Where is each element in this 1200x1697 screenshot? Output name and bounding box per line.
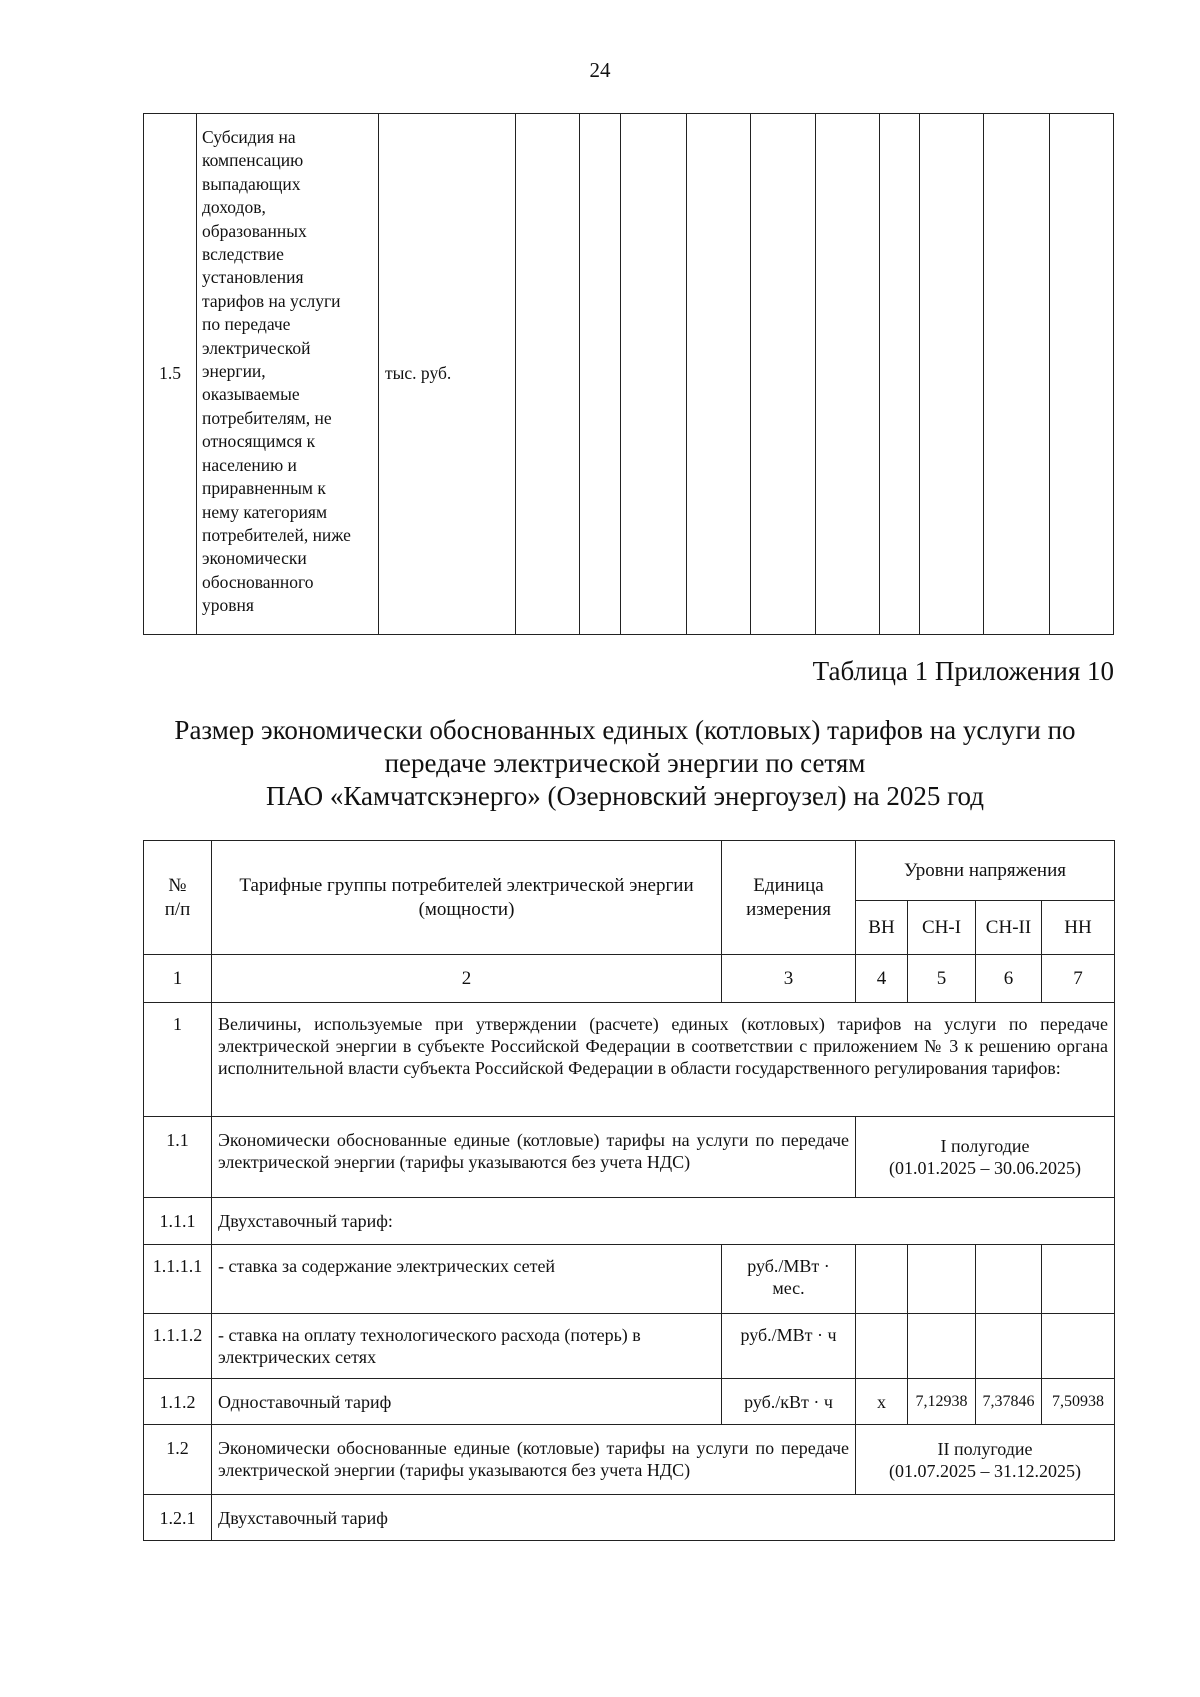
empty-cell — [908, 1245, 976, 1314]
empty-cell — [687, 114, 751, 635]
empty-cell — [516, 114, 580, 635]
table-row — [144, 1495, 1115, 1541]
period-cell: I полугодие (01.01.2025 – 30.06.2025) — [856, 1117, 1115, 1198]
period-cell: II полугодие (01.07.2025 – 31.12.2025) — [856, 1425, 1115, 1495]
table-row — [144, 1425, 1115, 1495]
row-text: - ставка за содержание электрических сетей — [212, 1245, 722, 1314]
empty-cell — [856, 1245, 908, 1314]
row-number: 1.2.1 — [144, 1495, 212, 1541]
row-unit: руб./МВт · ч — [722, 1314, 856, 1379]
row-text: Экономически обоснованные единые (котловые) тарифы на услуги по передаче электрической энергии (тарифы указываются без учета НДС) — [212, 1425, 856, 1495]
row-text: Величины, используемые при утверждении (расчете) единых (котловых) тарифов на услуги по передаче электрической энергии в субъекте Российской Федерации в соответствии с приложением № 3 к решению органа исполнительной власти субъекта Российской Федерации в области государственного регулирования тарифов: — [212, 1003, 1115, 1117]
col-number: 3 — [722, 955, 856, 1003]
empty-cell — [621, 114, 687, 635]
row-text: Одноставочный тариф — [212, 1379, 722, 1425]
document-title: Размер экономически обоснованных единых (котловых) тарифов на услуги по передаче электрической энергии по сетям ПАО «Камчатскэнерго» (Озерновский энергоузел) на 2025 год — [174, 715, 1076, 811]
row-number: 1 — [144, 1003, 212, 1117]
row-number: 1.1.2 — [144, 1379, 212, 1425]
row-text: Двухставочный тариф: — [212, 1198, 1115, 1245]
value-sn2: 7,37846 — [976, 1379, 1042, 1425]
table-row — [144, 1245, 1115, 1314]
empty-cell — [920, 114, 984, 635]
value-sn1: 7,12938 — [908, 1379, 976, 1425]
empty-cell — [984, 114, 1050, 635]
header-level-sn1: СН-I — [908, 901, 976, 955]
value-vn: х — [856, 1379, 908, 1425]
row-number: 1.1.1.1 — [144, 1245, 212, 1314]
table-row — [144, 1198, 1115, 1245]
row-description: Субсидия на компенсацию выпадающих доходов, образованных вследствие установления тарифов на услуги по передаче электрической энергии, оказываемые потребителям, не относящимся к населению и приравненным к нему категориям потребителей, ниже экономически обоснованного уровня — [197, 114, 379, 635]
empty-cell — [976, 1245, 1042, 1314]
empty-cell — [1042, 1245, 1115, 1314]
header-num: № п/п — [144, 841, 212, 955]
row-text: Двухставочный тариф — [212, 1495, 1115, 1541]
empty-cell — [908, 1314, 976, 1379]
empty-cell — [816, 114, 880, 635]
col-number: 7 — [1042, 955, 1115, 1003]
row-number: 1.1.1 — [144, 1198, 212, 1245]
row-unit: тыс. руб. — [379, 114, 516, 635]
continued-table — [143, 113, 1114, 635]
col-number: 5 — [908, 955, 976, 1003]
empty-cell — [1050, 114, 1114, 635]
row-number: 1.1.1.2 — [144, 1314, 212, 1379]
column-numbers-row — [144, 955, 1115, 1003]
row-text: - ставка на оплату технологического расхода (потерь) в электрических сетях — [212, 1314, 722, 1379]
header-row — [144, 841, 1115, 901]
header-level-vn: ВН — [856, 901, 908, 955]
row-number: 1.1 — [144, 1117, 212, 1198]
header-groups: Тарифные группы потребителей электрической энергии (мощности) — [212, 841, 722, 955]
value-nn: 7,50938 — [1042, 1379, 1115, 1425]
page-number: 24 — [589, 58, 611, 82]
header-unit: Единица измерения — [722, 841, 856, 955]
table-row — [144, 1314, 1115, 1379]
table-caption: Таблица 1 Приложения 10 — [812, 656, 1114, 686]
col-number: 1 — [144, 955, 212, 1003]
empty-cell — [880, 114, 920, 635]
table-row — [144, 114, 1114, 635]
empty-cell — [976, 1314, 1042, 1379]
col-number: 2 — [212, 955, 722, 1003]
empty-cell — [1042, 1314, 1115, 1379]
row-number: 1.2 — [144, 1425, 212, 1495]
table-row — [144, 1117, 1115, 1198]
tariff-table — [143, 840, 1115, 1541]
header-levels: Уровни напряжения — [856, 841, 1115, 901]
row-text: Экономически обоснованные единые (котловые) тарифы на услуги по передаче электрической энергии (тарифы указываются без учета НДС) — [212, 1117, 856, 1198]
table-row — [144, 1003, 1115, 1117]
row-number: 1.5 — [144, 114, 197, 635]
row-unit: руб./МВт · мес. — [722, 1245, 856, 1314]
row-unit: руб./кВт · ч — [722, 1379, 856, 1425]
empty-cell — [580, 114, 621, 635]
header-level-nn: НН — [1042, 901, 1115, 955]
table-row — [144, 1379, 1115, 1425]
col-number: 6 — [976, 955, 1042, 1003]
col-number: 4 — [856, 955, 908, 1003]
header-level-sn2: СН-II — [976, 901, 1042, 955]
empty-cell — [751, 114, 816, 635]
empty-cell — [856, 1314, 908, 1379]
